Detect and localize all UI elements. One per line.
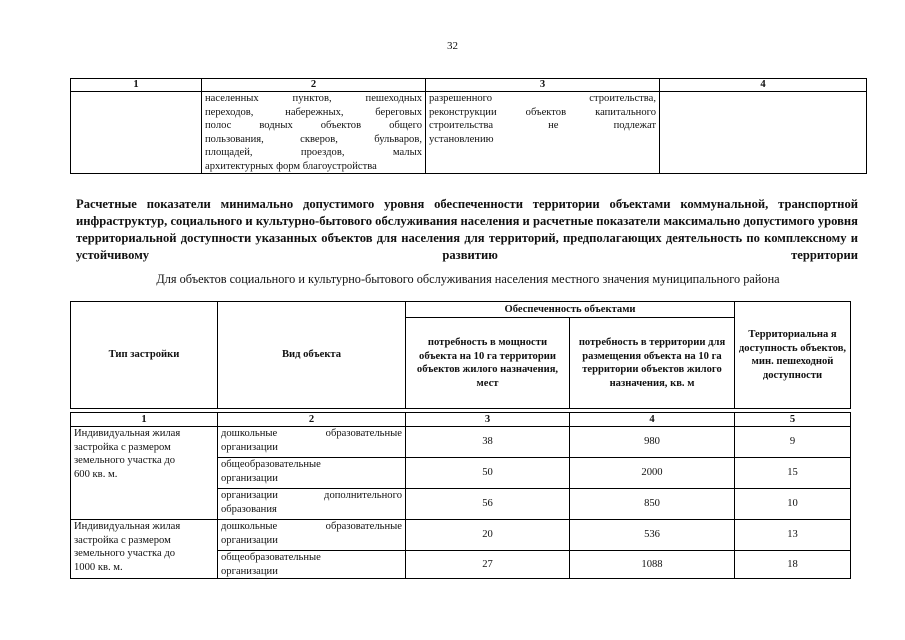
area-value: 1088 xyxy=(570,551,735,579)
text-line: 1000 кв. м. xyxy=(74,561,123,573)
accessibility-value: 13 xyxy=(735,520,851,551)
text-line: образования xyxy=(221,503,277,515)
table-cell xyxy=(660,92,867,174)
text-line: организации xyxy=(221,565,278,577)
column-number: 1 xyxy=(71,413,218,427)
text-line: полос водных объектов общего xyxy=(205,120,422,131)
column-number-row xyxy=(71,79,867,92)
capacity-value: 50 xyxy=(406,458,570,489)
accessibility-value: 9 xyxy=(735,427,851,458)
section-subheading: Для объектов социального и культурно-бытового обслуживания населения местного значения муниципального района xyxy=(156,272,780,286)
text-line: застройка с размером xyxy=(74,441,171,453)
text-line: организации xyxy=(221,534,278,546)
text-line: реконструкции объектов капитального xyxy=(429,106,656,118)
header-accessibility: Территориальна я доступность объектов, мин. пешеходной доступности xyxy=(735,302,851,409)
column-number: 2 xyxy=(202,79,426,92)
column-number: 4 xyxy=(570,413,735,427)
building-type-cell xyxy=(71,427,218,520)
capacity-value: 56 xyxy=(406,489,570,520)
text-line: 600 кв. м. xyxy=(74,468,118,480)
capacity-value: 20 xyxy=(406,520,570,551)
text-line: пользования, скверов, бульваров, xyxy=(205,133,422,145)
object-type-cell xyxy=(218,489,406,520)
capacity-value: 38 xyxy=(406,427,570,458)
table-cell xyxy=(426,92,660,174)
object-type-cell xyxy=(218,458,406,489)
object-type-cell xyxy=(218,520,406,551)
text-line: земельного участка до xyxy=(74,455,176,466)
accessibility-value: 15 xyxy=(735,458,851,489)
text-line: организации xyxy=(221,472,278,484)
area-value: 2000 xyxy=(570,458,735,489)
text-line: общеобразовательные xyxy=(221,552,321,563)
building-type-cell xyxy=(71,520,218,579)
text-line: организации xyxy=(221,441,278,453)
text-line: организации дополнительного xyxy=(221,490,402,501)
table-row xyxy=(71,427,851,458)
capacity-value: 27 xyxy=(406,551,570,579)
column-number-row xyxy=(71,413,851,427)
area-value: 536 xyxy=(570,520,735,551)
text-line: дошкольные образовательные xyxy=(221,521,402,532)
table-header-row xyxy=(71,302,851,318)
text-line: дошкольные образовательные xyxy=(221,428,402,439)
column-number: 4 xyxy=(660,79,867,92)
accessibility-value: 10 xyxy=(735,489,851,520)
text-line: разрешенного строительства, xyxy=(429,93,656,104)
header-object-type: Вид объекта xyxy=(218,302,406,409)
column-number: 3 xyxy=(426,79,660,92)
table-cell xyxy=(71,92,202,174)
text-line: строительства не подлежат xyxy=(429,120,656,131)
header-capacity-need: потребность в мощности объекта на 10 га территории объектов жилого назначения, мест xyxy=(406,318,570,409)
column-number: 3 xyxy=(406,413,570,427)
object-type-cell xyxy=(218,427,406,458)
text-line: Индивидуальная жилая xyxy=(74,428,181,439)
text-line: площадей, проездов, малых xyxy=(205,147,422,158)
header-provision-group: Обеспеченность объектами xyxy=(406,302,735,318)
text-line: населенных пунктов, пешеходных xyxy=(205,93,422,104)
header-area-need: потребность в территории для размещения объекта на 10 га территории объектов жилого назначения, кв. м xyxy=(570,318,735,409)
table-cell xyxy=(202,92,426,174)
column-number: 1 xyxy=(71,79,202,92)
text-line: переходов, набережных, береговых xyxy=(205,106,422,118)
object-type-cell xyxy=(218,551,406,579)
header-building-type: Тип застройки xyxy=(71,302,218,409)
table-row xyxy=(71,92,867,174)
continuation-table xyxy=(70,78,867,174)
indicators-table xyxy=(70,301,851,579)
accessibility-value: 18 xyxy=(735,551,851,579)
area-value: 980 xyxy=(570,427,735,458)
text-line: земельного участка до xyxy=(74,548,176,559)
area-value: 850 xyxy=(570,489,735,520)
text-line: общеобразовательные xyxy=(221,459,321,470)
section-heading: Расчетные показатели минимально допустимого уровня обеспеченности территории объектами коммунальной, транспортной инфраструктур, социального и культурно-бытового обслуживания населения и расчетные показатели максимально допустимого уровня территориальной доступности указанных объектов для населения для территорий, предполагающих деятельность по комплексному и устойчивому развитию территории xyxy=(76,197,858,262)
column-number: 2 xyxy=(218,413,406,427)
text-line: установлению xyxy=(429,133,494,145)
page-number: 32 xyxy=(447,40,458,52)
column-number: 5 xyxy=(735,413,851,427)
text-line: Индивидуальная жилая xyxy=(74,521,181,532)
text-line: архитектурных форм благоустройства xyxy=(205,160,377,172)
text-line: застройка с размером xyxy=(74,534,171,546)
table-row xyxy=(71,520,851,551)
